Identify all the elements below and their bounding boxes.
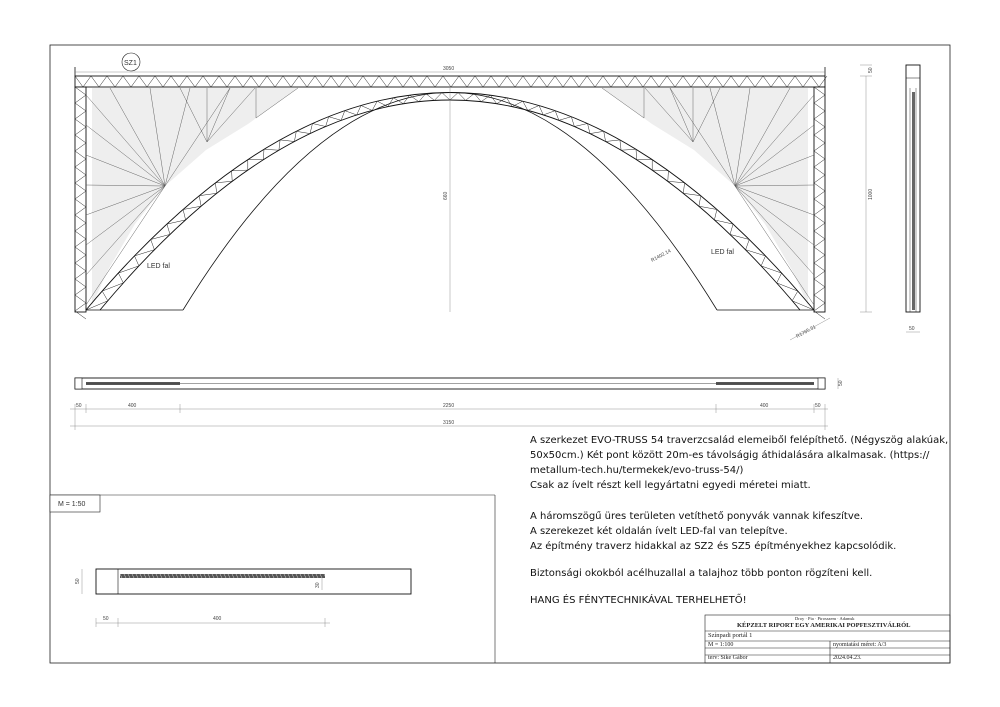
structure-tag: SZ1 (124, 60, 137, 67)
dim-top-width: 3050 (443, 66, 455, 72)
left-column (75, 87, 86, 312)
note-1: A szerkezet EVO-TRUSS 54 traverzcsalád elemeiből felépíthető. (Négyszög alakúak, 50x50cm.) Két pont között 20m-es távolságig áthidalására alkalmasak. (https:// metallum-tech.hu/termekek/evo-truss-54/) (530, 435, 949, 476)
note-6: Biztonsági okokból acélhuzallal a talajhoz több ponton rögzíteni kell. (530, 568, 873, 579)
title-print-size: nyomtatási méret: A/3 (833, 642, 887, 648)
dim-top-side: 50 (868, 67, 874, 73)
dim-arch-height: 660 (443, 191, 449, 200)
note-5: Az építmény traverz hidakkal az SZ2 és SZ5 építményekhez kapcsolódik. (530, 541, 897, 552)
detail-dim-side: 50 (75, 578, 81, 584)
dim-radius-inner: R1402.14 (650, 248, 673, 264)
detail-view (50, 495, 411, 627)
dim-plan-left-end: 50 (76, 403, 82, 409)
dim-plan-mid: 2250 (443, 403, 455, 409)
dim-radius-outer: R1765.31 (795, 324, 818, 340)
led-wall-label-right: LED fal (711, 249, 734, 256)
dim-plan-left-seg: 400 (128, 403, 137, 409)
led-wall-label-left: LED fal (147, 263, 170, 270)
plan-view (70, 378, 844, 430)
detail-dim-inner: 30 (315, 582, 321, 588)
elevation-view (75, 53, 874, 340)
title-designer: terv: Sike Gábor (708, 655, 748, 661)
detail-dim-a: 50 (103, 616, 109, 622)
title-sheet: Színpadi portál 1 (708, 632, 753, 639)
fabric-right (602, 88, 808, 305)
note-3: A háromszögű üres területen vetíthető ponyvák vannak kifeszítve. (530, 511, 864, 522)
dim-plan-total: 3150 (443, 420, 455, 426)
detail-dim-b: 400 (213, 616, 222, 622)
dim-plan-right-end: 50 (815, 403, 821, 409)
fabric-left (92, 88, 298, 305)
detail-scale: M = 1:50 (58, 501, 86, 508)
dim-plan-right-seg: 400 (760, 403, 769, 409)
dim-plan-side: 50 (838, 380, 844, 386)
title-scale: M = 1:100 (708, 642, 734, 648)
title-authors: Droy · Pia · Pirosszem · Adamsk (795, 616, 855, 621)
side-view (906, 65, 920, 332)
note-4: A szerekezet két oldalán ívelt LED-fal van telepítve. (530, 526, 788, 537)
note-2: Csak az ívelt részt kell legyártatni egyedi méretei miatt. (530, 480, 811, 491)
right-column (814, 87, 825, 312)
title-date: 2024.04.23. (833, 655, 862, 661)
title-main: KÉPZELT RIPORT EGY AMERIKAI POPFESZTIVÁLRÓL (737, 622, 911, 629)
dim-depth: 50 (909, 326, 915, 332)
note-7: HANG ÉS FÉNYTECHNIKÁVAL TERHELHETŐ! (530, 595, 747, 606)
dim-side-height: 1000 (868, 188, 874, 200)
